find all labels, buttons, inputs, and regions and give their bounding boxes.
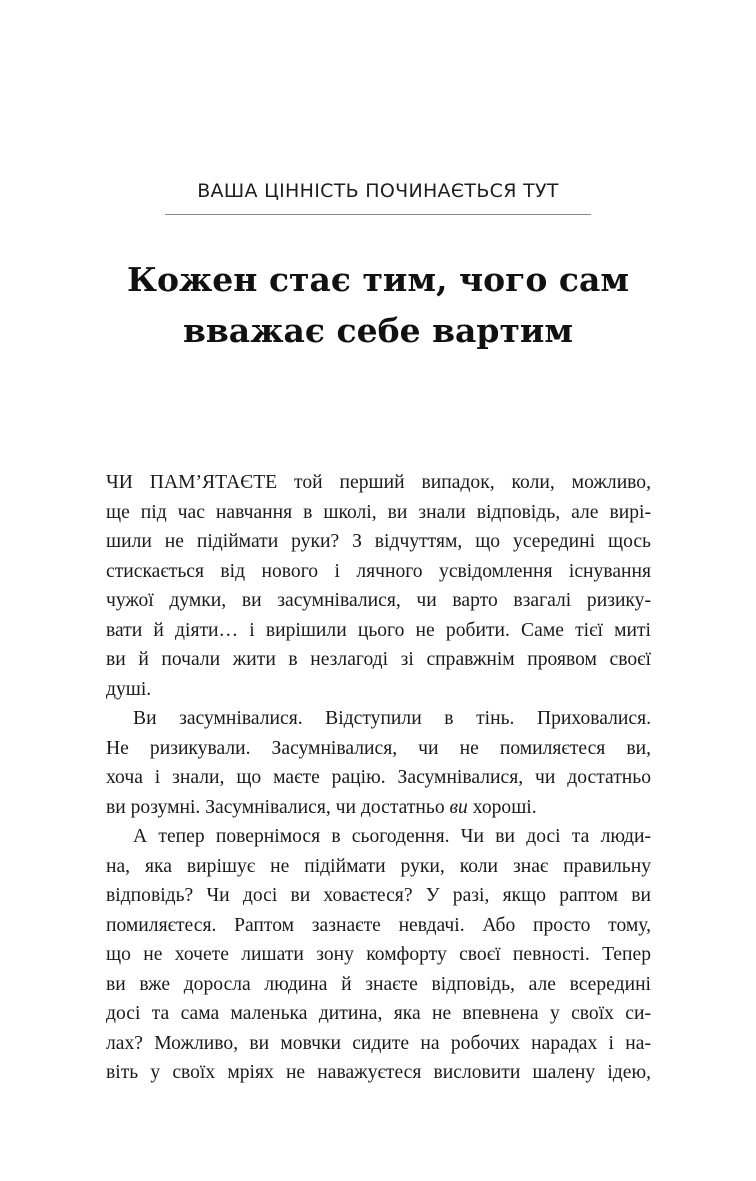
text-line: досі та сама маленька дитина, яка не впевнена у своїх си- bbox=[106, 1003, 651, 1024]
header-divider bbox=[165, 214, 591, 215]
text-line: хоча і знали, що маєте рацію. Засумнівалися, чи достатньо bbox=[106, 767, 651, 788]
text-line bbox=[106, 793, 651, 823]
text-line: ви вже доросла людина й знаєте відповідь, але всередині bbox=[106, 973, 651, 995]
text-line: віть у своїх мріях не наважуєтеся висловити шалену ідею, bbox=[106, 1062, 651, 1083]
text-line: Не ризикували. Засумнівалися, чи не помиляєтеся ви, bbox=[106, 737, 651, 759]
text-line: вати й діяти… і вирішили цього не робити. Саме тієї миті bbox=[106, 619, 651, 641]
text-line: помиляєтеся. Раптом зазнаєте невдачі. Або просто тому, bbox=[106, 914, 651, 936]
text-line: ЧИ ПАМ’ЯТАЄТЕ той перший випадок, коли, можливо, bbox=[106, 472, 651, 493]
text-line: що не хочете лишати зону комфорту своєї певності. Тепер bbox=[106, 944, 651, 965]
body-text bbox=[106, 468, 651, 1088]
section-header: ВАША ЦІННІСТЬ ПОЧИНАЄТЬСЯ ТУТ bbox=[197, 180, 559, 202]
text-line: шили не підіймати руки? З відчуттям, що усередині щось bbox=[106, 531, 651, 552]
text-line: на, яка вирішує не підіймати руки, коли знає правильну bbox=[106, 855, 651, 877]
paragraph-2 bbox=[106, 704, 651, 822]
text-fragment: ви розумні. Засумнівалися, чи достатньо bbox=[106, 796, 445, 818]
text-line: чужої думки, ви засумнівалися, чи варто взагалі ризику- bbox=[106, 590, 651, 611]
text-line: А тепер повернімося в сьогодення. Чи ви досі та люди- bbox=[133, 826, 651, 847]
text-line: лах? Можливо, ви мовчки сидите на робочих нарадах і на- bbox=[106, 1032, 651, 1054]
paragraph-3 bbox=[106, 822, 651, 1088]
chapter-title bbox=[100, 254, 656, 356]
paragraph-1 bbox=[106, 468, 651, 704]
chapter-title-line-1: Кожен стає тим, чого сам bbox=[126, 260, 630, 299]
text-fragment: хороші. bbox=[472, 796, 537, 818]
text-line: ви й почали жити в незлагоді зі справжнім проявом своєї bbox=[106, 649, 651, 670]
text-line: Ви засумнівалися. Відступили в тінь. Приховалися. bbox=[133, 708, 651, 729]
text-line: душі. bbox=[106, 678, 152, 700]
text-line: ще під час навчання в школі, ви знали відповідь, але вирі- bbox=[106, 501, 651, 523]
text-line: відповідь? Чи досі ви ховаєтеся? У разі, якщо раптом ви bbox=[106, 885, 651, 906]
emphasis-word: ви bbox=[449, 796, 468, 818]
text-line: стискається від нового і лячного усвідомлення існування bbox=[106, 560, 651, 582]
chapter-title-line-2: вважає себе вартим bbox=[182, 311, 574, 350]
